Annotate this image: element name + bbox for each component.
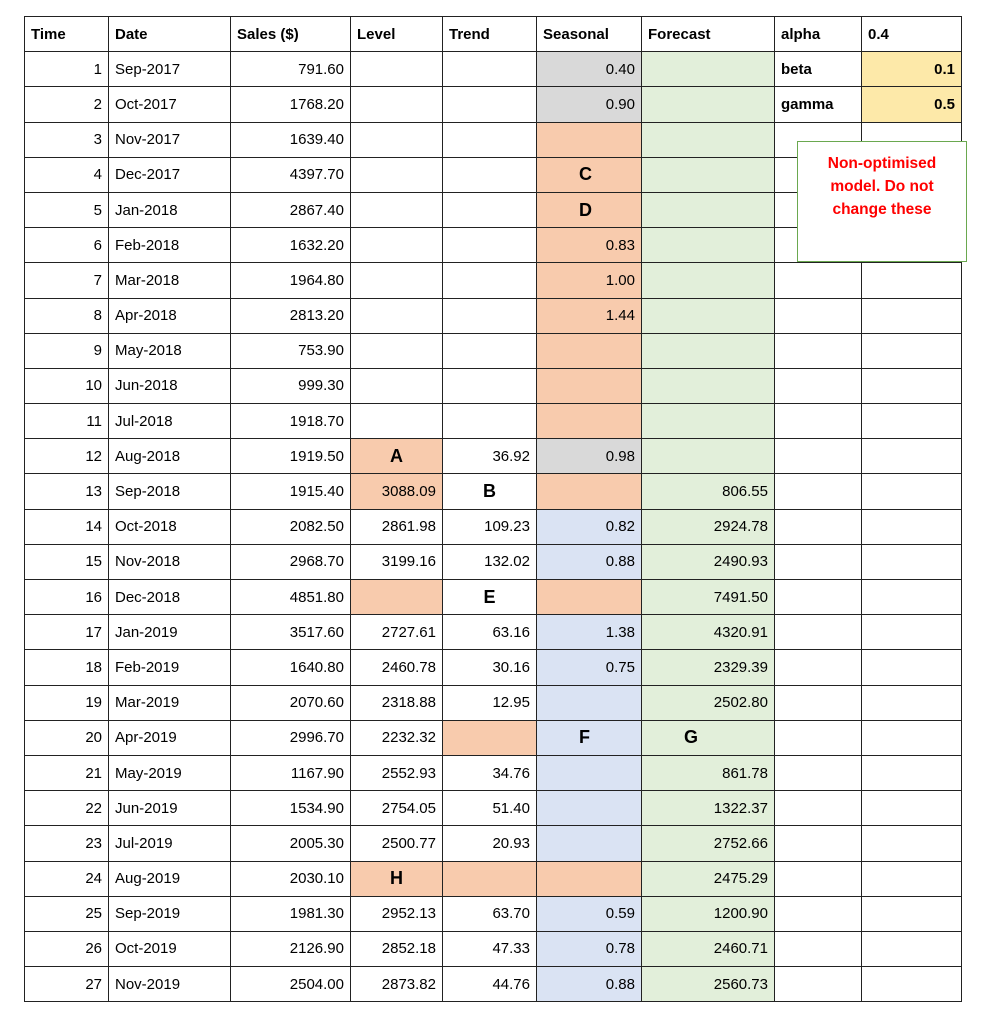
cell-seasonal[interactable]: [537, 122, 642, 157]
cell-level[interactable]: [351, 298, 443, 333]
cell-trend[interactable]: 51.40: [443, 791, 537, 826]
param-value-beta[interactable]: 0.1: [862, 52, 962, 87]
cell-forecast[interactable]: [642, 192, 775, 227]
cell-date[interactable]: Mar-2018: [109, 263, 231, 298]
table-row: [25, 87, 962, 122]
cell-forecast[interactable]: 2475.29: [642, 861, 775, 896]
cell-seasonal[interactable]: C: [537, 157, 642, 192]
empty-cell[interactable]: [862, 650, 962, 685]
col-header-seasonal[interactable]: Seasonal: [537, 17, 642, 52]
cell-date[interactable]: Jun-2018: [109, 368, 231, 403]
empty-cell[interactable]: [862, 544, 962, 579]
param-value-gamma[interactable]: 0.5: [862, 87, 962, 122]
cell-trend[interactable]: [443, 157, 537, 192]
cell-date[interactable]: Feb-2019: [109, 650, 231, 685]
empty-cell[interactable]: [862, 967, 962, 1002]
cell-seasonal[interactable]: [537, 861, 642, 896]
col-header-time[interactable]: Time: [25, 17, 109, 52]
cell-sales[interactable]: 4851.80: [231, 580, 351, 615]
empty-cell[interactable]: [775, 755, 862, 790]
empty-cell[interactable]: [775, 544, 862, 579]
cell-time[interactable]: 27: [25, 967, 109, 1002]
cell-level[interactable]: [351, 122, 443, 157]
cell-level[interactable]: [351, 228, 443, 263]
cell-time[interactable]: 14: [25, 509, 109, 544]
cell-sales[interactable]: 2030.10: [231, 861, 351, 896]
empty-cell[interactable]: [862, 615, 962, 650]
cell-date[interactable]: Jan-2019: [109, 615, 231, 650]
table-row: [25, 509, 962, 544]
cell-trend[interactable]: [443, 52, 537, 87]
empty-cell[interactable]: [862, 931, 962, 966]
cell-seasonal[interactable]: D: [537, 192, 642, 227]
param-value-alpha[interactable]: 0.4: [862, 17, 962, 52]
cell-seasonal[interactable]: [537, 685, 642, 720]
cell-level[interactable]: [351, 87, 443, 122]
cell-level[interactable]: 2318.88: [351, 685, 443, 720]
empty-cell[interactable]: [775, 896, 862, 931]
cell-trend[interactable]: E: [443, 580, 537, 615]
table-row: [25, 580, 962, 615]
cell-seasonal[interactable]: [537, 755, 642, 790]
cell-time[interactable]: 9: [25, 333, 109, 368]
cell-forecast[interactable]: [642, 52, 775, 87]
note-line-2: model. Do not: [830, 178, 934, 195]
cell-forecast[interactable]: [642, 333, 775, 368]
cell-level[interactable]: A: [351, 439, 443, 474]
cell-trend[interactable]: 44.76: [443, 967, 537, 1002]
cell-date[interactable]: May-2019: [109, 755, 231, 790]
empty-cell[interactable]: [775, 967, 862, 1002]
cell-level[interactable]: 2952.13: [351, 896, 443, 931]
cell-time[interactable]: 8: [25, 298, 109, 333]
cell-time[interactable]: 18: [25, 650, 109, 685]
cell-forecast[interactable]: [642, 157, 775, 192]
empty-cell[interactable]: [775, 298, 862, 333]
cell-date[interactable]: Dec-2017: [109, 157, 231, 192]
table-row: [25, 439, 962, 474]
cell-forecast[interactable]: [642, 122, 775, 157]
empty-cell[interactable]: [862, 263, 962, 298]
table-row: [25, 931, 962, 966]
cell-trend[interactable]: [443, 122, 537, 157]
empty-cell[interactable]: [862, 861, 962, 896]
non-optimised-note: [797, 141, 967, 262]
cell-sales[interactable]: 3517.60: [231, 615, 351, 650]
table-row: [25, 685, 962, 720]
cell-time[interactable]: 25: [25, 896, 109, 931]
cell-seasonal[interactable]: [537, 580, 642, 615]
cell-time[interactable]: 17: [25, 615, 109, 650]
table-row: [25, 615, 962, 650]
cell-date[interactable]: Jan-2018: [109, 192, 231, 227]
table-row: [25, 650, 962, 685]
cell-date[interactable]: Nov-2018: [109, 544, 231, 579]
empty-cell[interactable]: [862, 474, 962, 509]
cell-sales[interactable]: 1640.80: [231, 650, 351, 685]
cell-forecast[interactable]: [642, 404, 775, 439]
cell-trend[interactable]: B: [443, 474, 537, 509]
cell-date[interactable]: Feb-2018: [109, 228, 231, 263]
empty-cell[interactable]: [775, 333, 862, 368]
table-row: [25, 404, 962, 439]
cell-sales[interactable]: 4397.70: [231, 157, 351, 192]
empty-cell[interactable]: [862, 439, 962, 474]
cell-sales[interactable]: 2126.90: [231, 931, 351, 966]
cell-sales[interactable]: 1919.50: [231, 439, 351, 474]
cell-date[interactable]: Oct-2018: [109, 509, 231, 544]
cell-time[interactable]: 3: [25, 122, 109, 157]
cell-time[interactable]: 6: [25, 228, 109, 263]
cell-level[interactable]: 2852.18: [351, 931, 443, 966]
cell-level[interactable]: [351, 157, 443, 192]
col-header-trend[interactable]: Trend: [443, 17, 537, 52]
cell-seasonal[interactable]: F: [537, 720, 642, 755]
cell-seasonal[interactable]: [537, 333, 642, 368]
cell-forecast[interactable]: 2752.66: [642, 826, 775, 861]
empty-cell[interactable]: [775, 931, 862, 966]
cell-trend[interactable]: 132.02: [443, 544, 537, 579]
cell-trend[interactable]: 63.16: [443, 615, 537, 650]
cell-level[interactable]: [351, 52, 443, 87]
empty-cell[interactable]: [775, 368, 862, 403]
empty-cell[interactable]: [775, 439, 862, 474]
cell-time[interactable]: 1: [25, 52, 109, 87]
cell-trend[interactable]: [443, 404, 537, 439]
cell-seasonal[interactable]: [537, 404, 642, 439]
cell-forecast[interactable]: [642, 298, 775, 333]
table-row: [25, 474, 962, 509]
cell-time[interactable]: 2: [25, 87, 109, 122]
cell-level[interactable]: [351, 263, 443, 298]
cell-level[interactable]: 2727.61: [351, 615, 443, 650]
cell-date[interactable]: Oct-2019: [109, 931, 231, 966]
table-row: [25, 861, 962, 896]
param-label-alpha[interactable]: alpha: [775, 17, 862, 52]
empty-cell[interactable]: [775, 650, 862, 685]
cell-date[interactable]: Aug-2018: [109, 439, 231, 474]
empty-cell[interactable]: [862, 791, 962, 826]
cell-sales[interactable]: 2813.20: [231, 298, 351, 333]
cell-level[interactable]: 2232.32: [351, 720, 443, 755]
cell-seasonal[interactable]: 0.83: [537, 228, 642, 263]
cell-trend[interactable]: [443, 298, 537, 333]
cell-seasonal[interactable]: [537, 791, 642, 826]
cell-forecast[interactable]: [642, 263, 775, 298]
cell-date[interactable]: Apr-2019: [109, 720, 231, 755]
cell-sales[interactable]: 1768.20: [231, 87, 351, 122]
empty-cell[interactable]: [775, 580, 862, 615]
table-row: [25, 263, 962, 298]
cell-forecast[interactable]: G: [642, 720, 775, 755]
cell-sales[interactable]: 2968.70: [231, 544, 351, 579]
cell-date[interactable]: Sep-2017: [109, 52, 231, 87]
empty-cell[interactable]: [775, 509, 862, 544]
cell-forecast[interactable]: 2460.71: [642, 931, 775, 966]
cell-time[interactable]: 21: [25, 755, 109, 790]
cell-time[interactable]: 20: [25, 720, 109, 755]
cell-time[interactable]: 5: [25, 192, 109, 227]
empty-cell[interactable]: [862, 509, 962, 544]
col-header-forecast[interactable]: Forecast: [642, 17, 775, 52]
cell-time[interactable]: 10: [25, 368, 109, 403]
cell-forecast[interactable]: 2490.93: [642, 544, 775, 579]
cell-trend[interactable]: 36.92: [443, 439, 537, 474]
cell-sales[interactable]: 1981.30: [231, 896, 351, 931]
table-row: [25, 755, 962, 790]
cell-sales[interactable]: 2005.30: [231, 826, 351, 861]
note-line-3: change these: [832, 201, 932, 218]
cell-date[interactable]: Sep-2018: [109, 474, 231, 509]
cell-date[interactable]: Jun-2019: [109, 791, 231, 826]
param-label-gamma[interactable]: gamma: [775, 87, 862, 122]
cell-sales[interactable]: 1964.80: [231, 263, 351, 298]
cell-level[interactable]: 2552.93: [351, 755, 443, 790]
cell-date[interactable]: Jul-2018: [109, 404, 231, 439]
cell-time[interactable]: 19: [25, 685, 109, 720]
cell-sales[interactable]: 1534.90: [231, 791, 351, 826]
cell-date[interactable]: Sep-2019: [109, 896, 231, 931]
cell-level[interactable]: H: [351, 861, 443, 896]
cell-forecast[interactable]: 2560.73: [642, 967, 775, 1002]
cell-trend[interactable]: [443, 720, 537, 755]
empty-cell[interactable]: [775, 615, 862, 650]
cell-forecast[interactable]: 1322.37: [642, 791, 775, 826]
cell-date[interactable]: Aug-2019: [109, 861, 231, 896]
empty-cell[interactable]: [775, 861, 862, 896]
cell-trend[interactable]: 12.95: [443, 685, 537, 720]
empty-cell[interactable]: [862, 720, 962, 755]
cell-trend[interactable]: 30.16: [443, 650, 537, 685]
cell-date[interactable]: Oct-2017: [109, 87, 231, 122]
empty-cell[interactable]: [862, 368, 962, 403]
empty-cell[interactable]: [862, 580, 962, 615]
table-row: [25, 298, 962, 333]
cell-sales[interactable]: 2070.60: [231, 685, 351, 720]
cell-time[interactable]: 7: [25, 263, 109, 298]
cell-seasonal[interactable]: 0.78: [537, 931, 642, 966]
cell-level[interactable]: 3199.16: [351, 544, 443, 579]
empty-cell[interactable]: [775, 404, 862, 439]
cell-date[interactable]: Mar-2019: [109, 685, 231, 720]
cell-seasonal[interactable]: 0.88: [537, 967, 642, 1002]
cell-sales[interactable]: 1167.90: [231, 755, 351, 790]
cell-level[interactable]: [351, 580, 443, 615]
empty-cell[interactable]: [862, 298, 962, 333]
cell-sales[interactable]: 2082.50: [231, 509, 351, 544]
cell-sales[interactable]: 1915.40: [231, 474, 351, 509]
cell-seasonal[interactable]: 1.44: [537, 298, 642, 333]
empty-cell[interactable]: [862, 685, 962, 720]
cell-forecast[interactable]: 2924.78: [642, 509, 775, 544]
cell-seasonal[interactable]: 1.38: [537, 615, 642, 650]
cell-sales[interactable]: 1639.40: [231, 122, 351, 157]
col-header-date[interactable]: Date: [109, 17, 231, 52]
cell-trend[interactable]: 63.70: [443, 896, 537, 931]
cell-trend[interactable]: 20.93: [443, 826, 537, 861]
empty-cell[interactable]: [775, 826, 862, 861]
cell-date[interactable]: Nov-2019: [109, 967, 231, 1002]
cell-seasonal[interactable]: [537, 474, 642, 509]
cell-seasonal[interactable]: 0.82: [537, 509, 642, 544]
cell-sales[interactable]: 1918.70: [231, 404, 351, 439]
cell-forecast[interactable]: 7491.50: [642, 580, 775, 615]
cell-trend[interactable]: [443, 228, 537, 263]
cell-date[interactable]: Dec-2018: [109, 580, 231, 615]
cell-forecast[interactable]: [642, 368, 775, 403]
cell-trend[interactable]: [443, 368, 537, 403]
cell-level[interactable]: [351, 404, 443, 439]
cell-sales[interactable]: 2504.00: [231, 967, 351, 1002]
cell-level[interactable]: 3088.09: [351, 474, 443, 509]
cell-time[interactable]: 12: [25, 439, 109, 474]
cell-trend[interactable]: 34.76: [443, 755, 537, 790]
empty-cell[interactable]: [775, 685, 862, 720]
cell-sales[interactable]: 2867.40: [231, 192, 351, 227]
cell-seasonal[interactable]: [537, 826, 642, 861]
cell-level[interactable]: 2460.78: [351, 650, 443, 685]
cell-forecast[interactable]: 861.78: [642, 755, 775, 790]
cell-forecast[interactable]: [642, 439, 775, 474]
cell-forecast[interactable]: 2329.39: [642, 650, 775, 685]
cell-date[interactable]: May-2018: [109, 333, 231, 368]
cell-time[interactable]: 11: [25, 404, 109, 439]
cell-seasonal[interactable]: 0.90: [537, 87, 642, 122]
table-row: [25, 826, 962, 861]
cell-seasonal[interactable]: [537, 368, 642, 403]
cell-level[interactable]: [351, 333, 443, 368]
cell-time[interactable]: 24: [25, 861, 109, 896]
cell-sales[interactable]: 1632.20: [231, 228, 351, 263]
empty-cell[interactable]: [862, 755, 962, 790]
table-row: [25, 52, 962, 87]
cell-trend[interactable]: [443, 192, 537, 227]
cell-time[interactable]: 16: [25, 580, 109, 615]
table-row: [25, 720, 962, 755]
cell-time[interactable]: 4: [25, 157, 109, 192]
empty-cell[interactable]: [862, 333, 962, 368]
cell-time[interactable]: 23: [25, 826, 109, 861]
table-row: [25, 791, 962, 826]
cell-forecast[interactable]: 1200.90: [642, 896, 775, 931]
empty-cell[interactable]: [775, 720, 862, 755]
empty-cell[interactable]: [775, 474, 862, 509]
table-row: [25, 896, 962, 931]
param-label-beta[interactable]: beta: [775, 52, 862, 87]
cell-time[interactable]: 15: [25, 544, 109, 579]
empty-cell[interactable]: [775, 791, 862, 826]
cell-forecast[interactable]: [642, 228, 775, 263]
cell-level[interactable]: 2754.05: [351, 791, 443, 826]
cell-time[interactable]: 13: [25, 474, 109, 509]
col-header-level[interactable]: Level: [351, 17, 443, 52]
table-row: [25, 368, 962, 403]
cell-trend[interactable]: [443, 861, 537, 896]
cell-level[interactable]: 2873.82: [351, 967, 443, 1002]
header-row: [25, 17, 962, 52]
cell-trend[interactable]: 109.23: [443, 509, 537, 544]
cell-trend[interactable]: [443, 263, 537, 298]
table-row: [25, 967, 962, 1002]
cell-date[interactable]: Apr-2018: [109, 298, 231, 333]
cell-sales[interactable]: 753.90: [231, 333, 351, 368]
cell-date[interactable]: Nov-2017: [109, 122, 231, 157]
empty-cell[interactable]: [862, 896, 962, 931]
empty-cell[interactable]: [775, 263, 862, 298]
cell-forecast[interactable]: [642, 87, 775, 122]
note-line-1: Non-optimised: [827, 155, 937, 172]
cell-seasonal[interactable]: 0.40: [537, 52, 642, 87]
empty-cell[interactable]: [862, 826, 962, 861]
cell-seasonal[interactable]: 0.98: [537, 439, 642, 474]
cell-seasonal[interactable]: 0.75: [537, 650, 642, 685]
cell-level[interactable]: 2500.77: [351, 826, 443, 861]
cell-trend[interactable]: [443, 333, 537, 368]
cell-time[interactable]: 22: [25, 791, 109, 826]
cell-seasonal[interactable]: 0.59: [537, 896, 642, 931]
cell-level[interactable]: [351, 368, 443, 403]
cell-date[interactable]: Jul-2019: [109, 826, 231, 861]
cell-sales[interactable]: 2996.70: [231, 720, 351, 755]
cell-forecast[interactable]: 4320.91: [642, 615, 775, 650]
cell-sales[interactable]: 999.30: [231, 368, 351, 403]
cell-sales[interactable]: 791.60: [231, 52, 351, 87]
cell-time[interactable]: 26: [25, 931, 109, 966]
empty-cell[interactable]: [862, 404, 962, 439]
cell-seasonal[interactable]: 0.88: [537, 544, 642, 579]
cell-trend[interactable]: 47.33: [443, 931, 537, 966]
cell-level[interactable]: [351, 192, 443, 227]
cell-trend[interactable]: [443, 87, 537, 122]
cell-seasonal[interactable]: 1.00: [537, 263, 642, 298]
cell-forecast[interactable]: 806.55: [642, 474, 775, 509]
cell-level[interactable]: 2861.98: [351, 509, 443, 544]
col-header-sales[interactable]: Sales ($): [231, 17, 351, 52]
table-row: [25, 333, 962, 368]
table-row: [25, 544, 962, 579]
cell-forecast[interactable]: 2502.80: [642, 685, 775, 720]
